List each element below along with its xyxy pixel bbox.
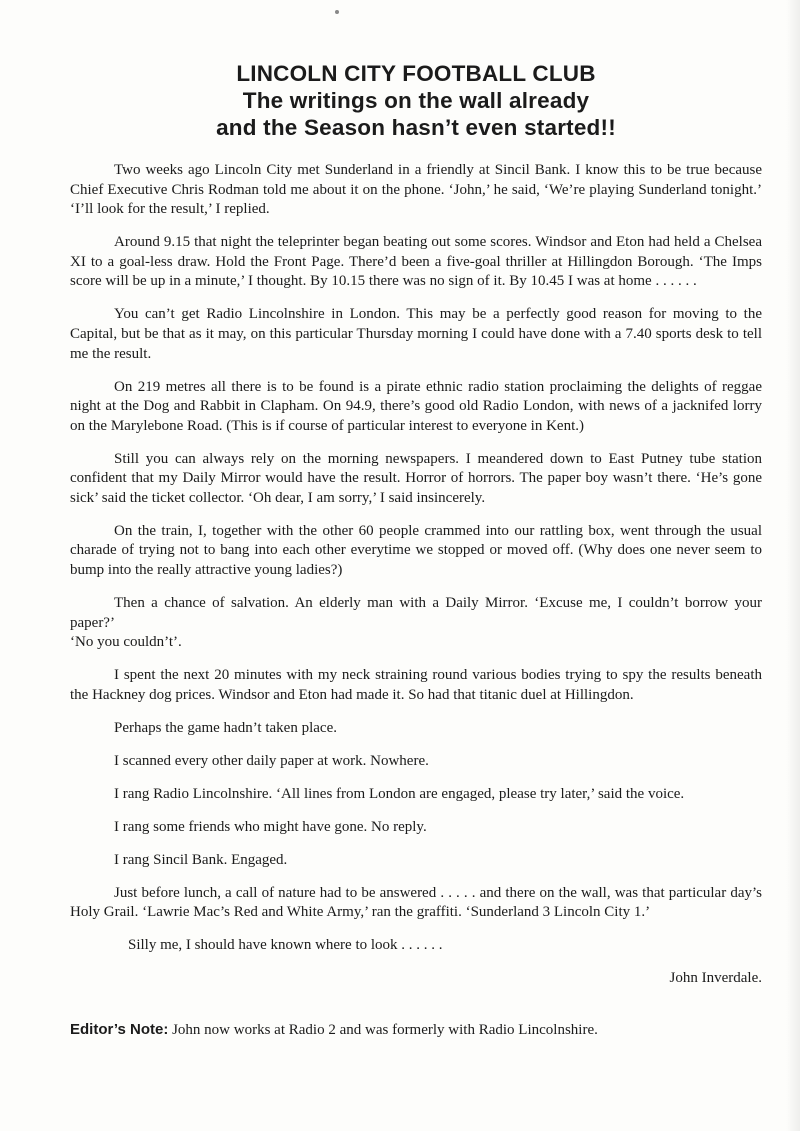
- club-title: LINCOLN CITY FOOTBALL CLUB: [236, 61, 596, 86]
- paragraph-15: Silly me, I should have known where to look . . . . . .: [128, 937, 443, 954]
- editor-note-label: Editor’s Note:: [70, 1020, 169, 1038]
- paragraph-3: You can’t get Radio Lincolnshire in London. This may be a perfectly good reason for moving to the Capital, but be that as it may, on this particular Thursday morning I could have done with a 7.40 sports desk to tell me the result.: [70, 306, 762, 362]
- paragraph-2: Around 9.15 that night the teleprinter began beating out some scores. Windsor and Eton had held a Chelsea XI to a goal-less draw. Hold the Front Page. There’d been a five-goal thriller at Hillingdon Borough. ‘The Imps score will be up in a minute,’ I thought. By 10.15 there was no sign of it. By 10.45 I was at home . . . . . .: [70, 234, 762, 290]
- paragraph-7: [70, 594, 762, 653]
- paragraph-11: I rang Radio Lincolnshire. ‘All lines from London are engaged, please try later,’ said the voice.: [114, 785, 685, 802]
- headline-line-2: and the Season hasn’t even started!!: [216, 115, 616, 140]
- paragraph-1: Two weeks ago Lincoln City met Sunderland in a friendly at Sincil Bank. I know this to be true because Chief Executive Chris Rodman told me about it on the phone. ‘John,’ he said, ‘We’re playing Sunderland tonight.’ ‘I’ll look for the result,’ I replied.: [70, 162, 762, 218]
- paragraph-5: Still you can always rely on the morning newspapers. I meandered down to East Putney tube station confident that my Daily Mirror would have the result. Horror of horrors. The paper boy wasn’t there. ‘He’s gone sick’ said the ticket collector. ‘Oh dear, I am sorry,’ I said insincerely.: [70, 450, 762, 506]
- paragraph-6: On the train, I, together with the other 60 people crammed into our rattling box, went through the usual charade of trying not to bang into each other everytime we stopped or moved off. (Why does one never seem to bump into the really attractive young ladies?): [70, 522, 762, 579]
- paragraph-7-text: Then a chance of salvation. An elderly man with a Daily Mirror. ‘Excuse me, I couldn’t borrow your paper?’: [70, 595, 762, 631]
- page-edge-shadow: [786, 0, 800, 1131]
- paragraph-9: Perhaps the game hadn’t taken place.: [114, 719, 337, 736]
- headline-line-1: The writings on the wall already: [242, 88, 590, 113]
- paragraph-10: I scanned every other daily paper at work. Nowhere.: [114, 752, 429, 769]
- paragraph-8: I spent the next 20 minutes with my neck straining round various bodies trying to spy the results beneath the Hackney dog prices. Windsor and Eton had made it. So had that titanic duel at Hillingdon.: [70, 667, 762, 703]
- author-signature: John Inverdale.: [669, 970, 762, 987]
- editor-note: [70, 1020, 762, 1041]
- article-header: [70, 60, 762, 141]
- paragraph-7-reply: ‘No you couldn’t’.: [70, 634, 182, 651]
- article-body: [70, 161, 762, 989]
- scan-speck: [335, 10, 339, 14]
- paragraph-12: I rang some friends who might have gone. No reply.: [114, 818, 427, 835]
- editor-note-text: John now works at Radio 2 and was formerly with Radio Lincolnshire.: [168, 1021, 598, 1038]
- paragraph-13: I rang Sincil Bank. Engaged.: [114, 851, 288, 868]
- paragraph-14: Just before lunch, a call of nature had to be answered . . . . . and there on the wall, was that particular day’s Holy Grail. ‘Lawrie Mac’s Red and White Army,’ ran the graffiti. ‘Sunderland 3 Lincoln City 1.’: [70, 884, 762, 921]
- paragraph-4: On 219 metres all there is to be found is a pirate ethnic radio station proclaiming the delights of reggae night at the Dog and Rabbit in Clapham. On 94.9, there’s good old Radio London, with news of a jacknifed lorry on the Marylebone Road. (This is if course of particular interest to everyone in Kent.): [70, 378, 762, 434]
